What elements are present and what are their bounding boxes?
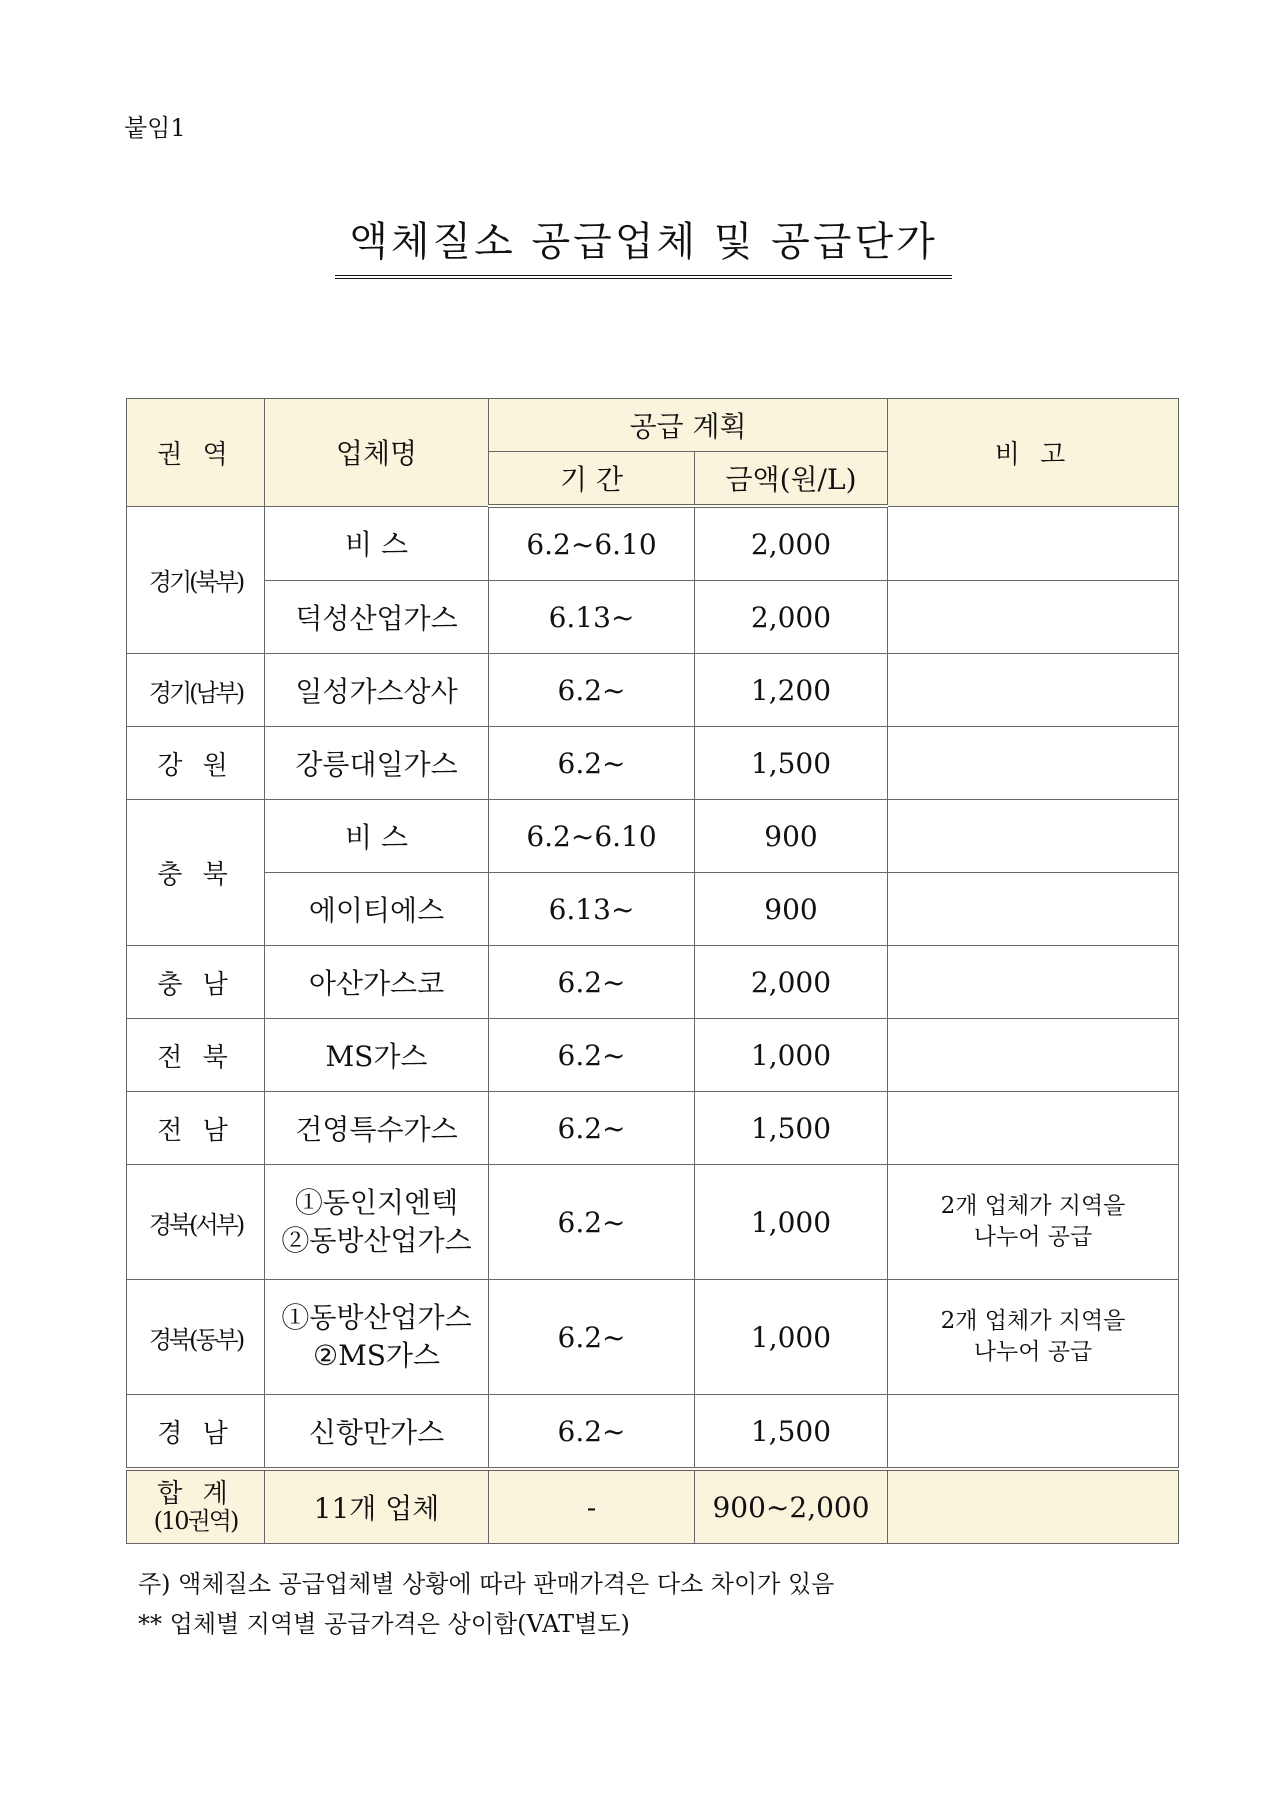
region-cell: 경북(동부) <box>127 1280 265 1395</box>
region-cell: 충 남 <box>127 946 265 1019</box>
remarks-line: 나누어 공급 <box>973 1224 1093 1250</box>
company-cell: MS가스 <box>265 1019 489 1092</box>
company-cell: 비 스 <box>265 800 489 873</box>
remarks-cell <box>888 1092 1179 1165</box>
region-cell: 전 북 <box>127 1019 265 1092</box>
company-cell: 건영특수가스 <box>265 1092 489 1165</box>
company-cell: 에이티에스 <box>265 873 489 946</box>
footnotes <box>138 1564 834 1644</box>
period-cell: 6.2~6.10 <box>489 506 695 581</box>
remarks-cell <box>888 1395 1179 1470</box>
company-cell <box>265 1280 489 1395</box>
company-cell: 신항만가스 <box>265 1395 489 1470</box>
price-cell: 1,500 <box>695 1092 888 1165</box>
total-period-cell: - <box>489 1469 695 1544</box>
header-supply-plan: 공급 계획 <box>489 399 888 452</box>
company-cell: 강릉대일가스 <box>265 727 489 800</box>
title-container <box>0 210 1287 279</box>
company-cell <box>265 1165 489 1280</box>
price-cell: 900 <box>695 873 888 946</box>
header-period: 기 간 <box>489 452 695 507</box>
header-price: 금액(원/L) <box>695 452 888 507</box>
remarks-cell <box>888 654 1179 727</box>
period-cell: 6.2~ <box>489 1395 695 1470</box>
region-cell: 경기(남부) <box>127 654 265 727</box>
price-cell: 1,000 <box>695 1165 888 1280</box>
remarks-cell <box>888 1165 1179 1280</box>
price-cell: 1,000 <box>695 1280 888 1395</box>
remarks-cell <box>888 506 1179 581</box>
header-remarks: 비 고 <box>888 399 1179 507</box>
region-cell: 충 북 <box>127 800 265 946</box>
company-line: ②MS가스 <box>312 1339 441 1372</box>
company-cell: 비 스 <box>265 506 489 581</box>
price-cell: 1,000 <box>695 1019 888 1092</box>
price-cell: 2,000 <box>695 581 888 654</box>
period-cell: 6.2~ <box>489 1280 695 1395</box>
remarks-cell <box>888 1280 1179 1395</box>
price-cell: 2,000 <box>695 506 888 581</box>
table-row <box>127 1165 1179 1280</box>
period-cell: 6.13~ <box>489 581 695 654</box>
period-cell: 6.2~ <box>489 654 695 727</box>
company-line: ①동인지엔텍 <box>294 1186 459 1220</box>
total-row <box>127 1469 1179 1544</box>
table-row <box>127 1280 1179 1395</box>
table-row <box>127 1395 1179 1470</box>
footnote: ** 업체별 지역별 공급가격은 상이함(VAT별도) <box>138 1610 630 1638</box>
total-region-count: (10권역) <box>153 1507 238 1536</box>
period-cell: 6.2~6.10 <box>489 800 695 873</box>
remarks-cell <box>888 727 1179 800</box>
company-line: ②동방산업가스 <box>281 1224 472 1257</box>
company-cell: 아산가스코 <box>265 946 489 1019</box>
price-cell: 900 <box>695 800 888 873</box>
table-row <box>127 946 1179 1019</box>
table-row <box>127 581 1179 654</box>
table-row <box>127 800 1179 873</box>
region-cell: 경 남 <box>127 1395 265 1470</box>
region-cell: 경기(북부) <box>127 506 265 654</box>
supply-table <box>126 398 1179 1544</box>
period-cell: 6.13~ <box>489 873 695 946</box>
remarks-cell <box>888 581 1179 654</box>
period-cell: 6.2~ <box>489 946 695 1019</box>
period-cell: 6.2~ <box>489 727 695 800</box>
total-price-cell: 900~2,000 <box>695 1469 888 1544</box>
total-label: 합 계 <box>157 1478 234 1509</box>
remarks-line: 2개 업체가 지역을 <box>940 1307 1126 1334</box>
remarks-cell <box>888 946 1179 1019</box>
table-row <box>127 1092 1179 1165</box>
company-cell: 일성가스상사 <box>265 654 489 727</box>
region-cell: 전 남 <box>127 1092 265 1165</box>
region-cell: 강 원 <box>127 727 265 800</box>
attachment-label: 붙임1 <box>124 114 186 142</box>
period-cell: 6.2~ <box>489 1019 695 1092</box>
company-cell: 덕성산업가스 <box>265 581 489 654</box>
total-label-cell <box>127 1469 265 1544</box>
price-cell: 1,500 <box>695 727 888 800</box>
period-cell: 6.2~ <box>489 1092 695 1165</box>
total-company-cell: 11개 업체 <box>265 1469 489 1544</box>
price-cell: 2,000 <box>695 946 888 1019</box>
remarks-line: 2개 업체가 지역을 <box>940 1192 1126 1219</box>
company-line: ①동방산업가스 <box>281 1301 472 1335</box>
header-region: 권 역 <box>127 399 265 507</box>
total-remarks-cell <box>888 1469 1179 1544</box>
remarks-cell <box>888 800 1179 873</box>
document-title: 액체질소 공급업체 및 공급단가 <box>335 210 951 279</box>
table-row <box>127 873 1179 946</box>
header-company: 업체명 <box>265 399 489 507</box>
price-cell: 1,500 <box>695 1395 888 1470</box>
remarks-line: 나누어 공급 <box>973 1339 1093 1365</box>
price-cell: 1,200 <box>695 654 888 727</box>
table-row <box>127 1019 1179 1092</box>
remarks-cell <box>888 873 1179 946</box>
table-row <box>127 654 1179 727</box>
region-cell: 경북(서부) <box>127 1165 265 1280</box>
period-cell: 6.2~ <box>489 1165 695 1280</box>
table-row <box>127 506 1179 581</box>
remarks-cell <box>888 1019 1179 1092</box>
footnote: 주) 액체질소 공급업체별 상황에 따라 판매가격은 다소 차이가 있음 <box>138 1570 835 1598</box>
table-row <box>127 727 1179 800</box>
